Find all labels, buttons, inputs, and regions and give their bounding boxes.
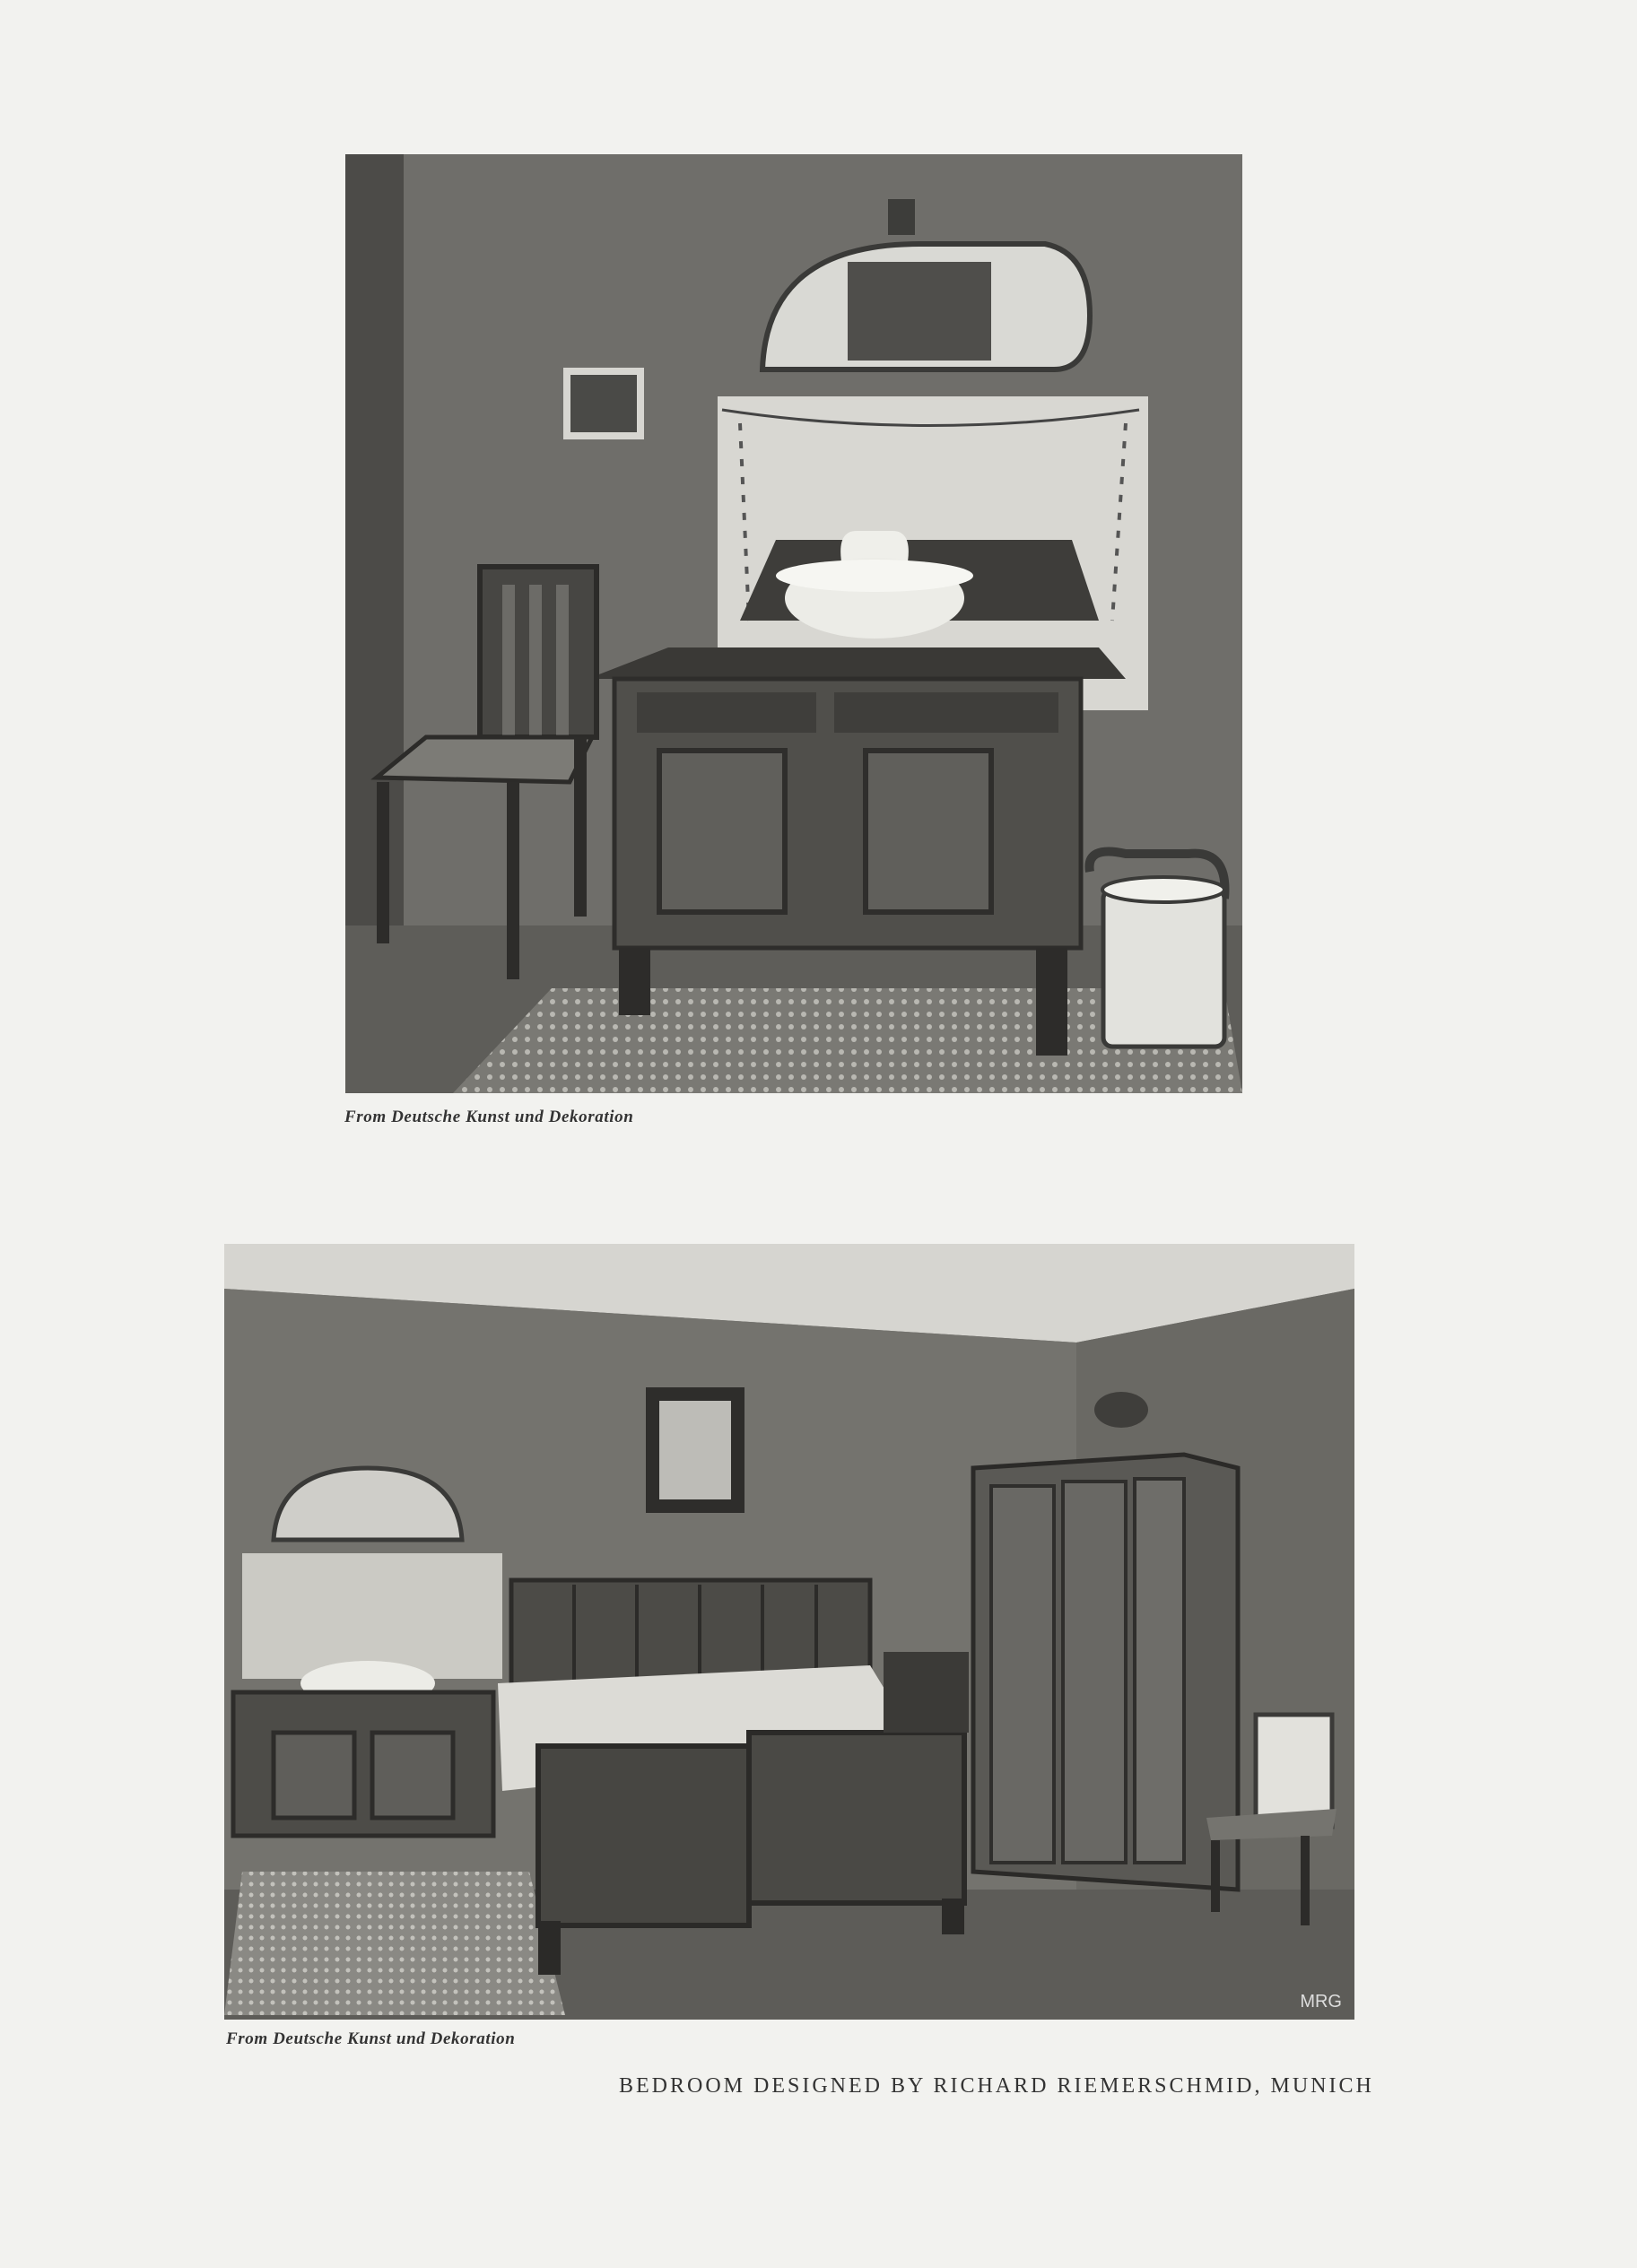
washstand-photo-illustration — [345, 154, 1242, 1093]
bedroom-photo-illustration — [224, 1244, 1354, 2020]
artist-signature: MRG — [1300, 1992, 1342, 2012]
photo-credit: From Deutsche Kunst und Dekoration — [344, 1108, 634, 1126]
photo-washstand — [345, 154, 1242, 1093]
plate-caption: BEDROOM DESIGNED BY RICHARD RIEMERSCHMID, MUNICH — [619, 2074, 1374, 2098]
photo-bedroom — [224, 1244, 1354, 2020]
photo-credit: From Deutsche Kunst und Dekoration — [226, 2029, 516, 2048]
